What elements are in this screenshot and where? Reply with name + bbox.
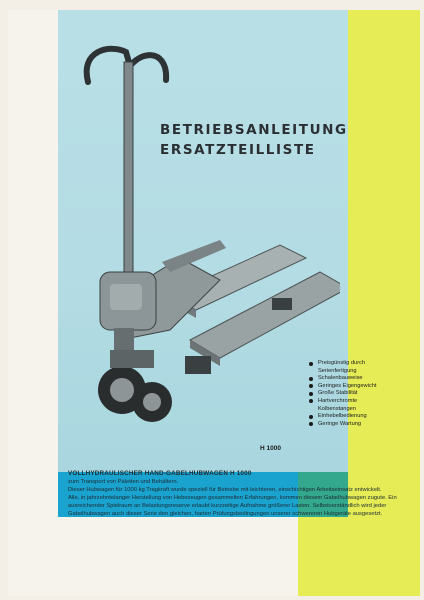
- bullet-dot-icon: [309, 362, 313, 366]
- feature-text: Schalenbauweise: [318, 375, 363, 382]
- bullet-dot-icon: [309, 422, 313, 426]
- product-description: [68, 470, 408, 519]
- feature-text: Kolbenstangen: [318, 405, 356, 412]
- feature-item: [308, 390, 418, 398]
- description-line: zum Transport von Paletten und Behältern.: [68, 479, 179, 486]
- feature-list: [308, 360, 418, 428]
- feature-item: [308, 406, 418, 414]
- feature-text: Preisgünstig durch: [318, 360, 366, 366]
- bullet-dot-icon: [309, 399, 313, 403]
- feature-item: [308, 383, 418, 391]
- feature-item: [308, 368, 418, 376]
- title-line-2: ERSATZTEILLISTE: [160, 142, 316, 158]
- description-heading: VOLLHYDRAULISCHER HAND-GABELHUBWAGEN H 1000: [68, 470, 252, 477]
- feature-text: Große Stabilität: [318, 390, 358, 397]
- document-title: [160, 120, 348, 160]
- feature-text: Geringes Eigengewicht: [318, 382, 377, 389]
- bullet-dot-icon: [309, 384, 313, 388]
- title-line-1: BETRIEBSANLEITUNG: [160, 122, 348, 138]
- description-line: Alle, in jahrzehntelanger Herstellung von Hebezeugen gesammelten Erfahrungen, kommen diesem Gabelhubwagen zugute. Ein ausreichender Spielraum an Belastungsreserve erlaubt kurzzeitige Aufnahme größerer Lasten. Selbstverständlich wird jeder Gabelhubwagen auch dieser Serie den gleichen, harten Prüfungsbedingungen unserer schwereren Hubgeräte ausgesetzt.: [68, 495, 397, 518]
- feature-text: Hartverchromte: [318, 397, 358, 404]
- feature-item: [308, 375, 418, 383]
- description-line: Dieser Hubwagen für 1000 kg Tragkraft wurde speziell für Betriebe mit leichteren, einschichtigen Arbeitseinsatz entwickelt.: [68, 487, 382, 494]
- model-label: H 1000: [260, 445, 281, 452]
- feature-text: Geringe Wartung: [318, 420, 362, 427]
- bullet-dot-icon: [309, 392, 313, 396]
- feature-text: Einhebelbedienung: [318, 413, 367, 420]
- bullet-dot-icon: [309, 377, 313, 381]
- bullet-dot-icon: [309, 415, 313, 419]
- feature-item: [308, 360, 418, 368]
- feature-text: Serienfertigung: [318, 367, 357, 374]
- feature-item: [308, 398, 418, 406]
- feature-item: [308, 421, 418, 429]
- feature-item: [308, 413, 418, 421]
